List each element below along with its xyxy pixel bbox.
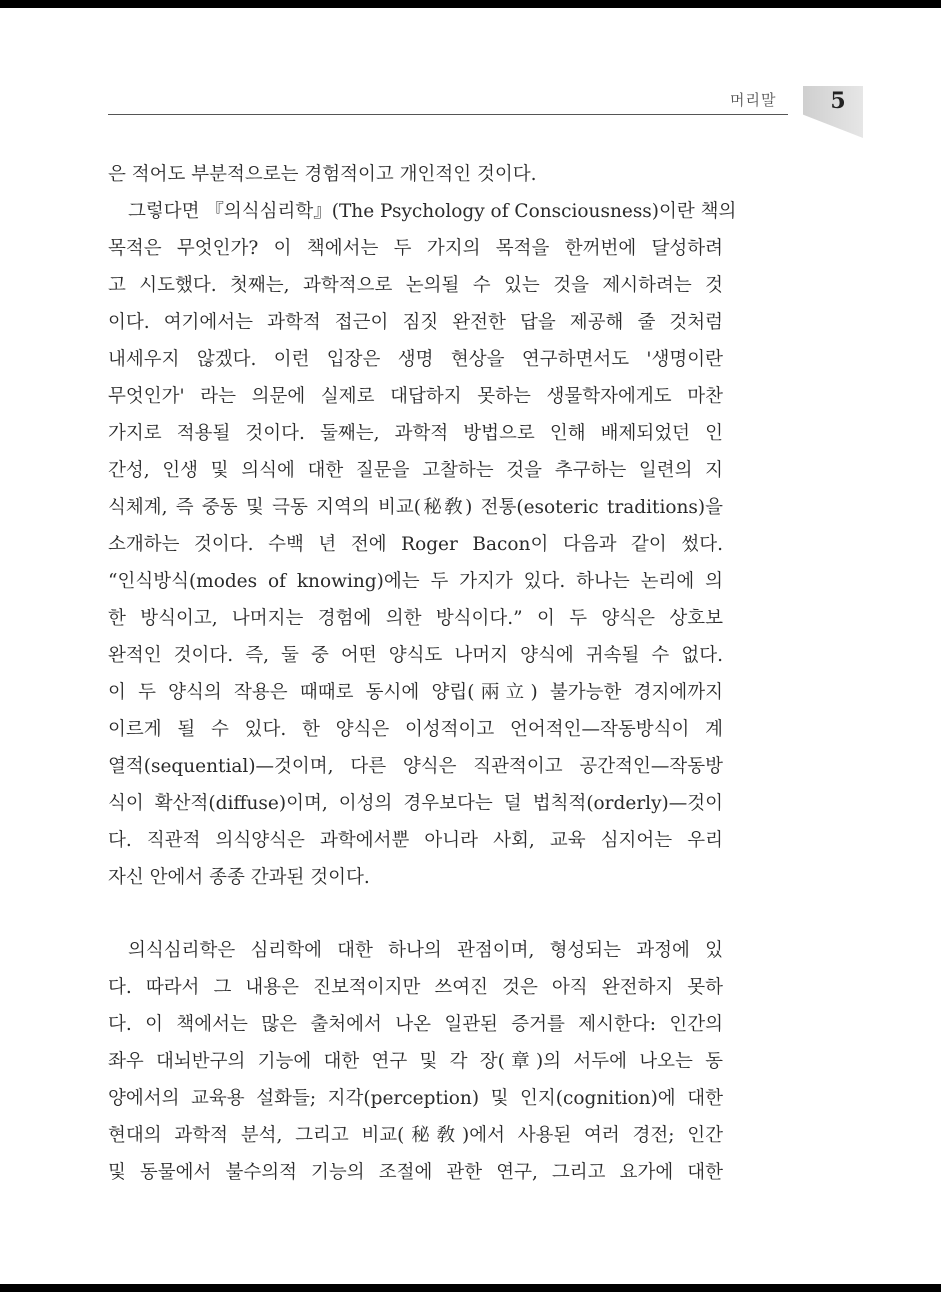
paragraph-1	[108, 156, 737, 896]
bottom-border	[0, 1284, 941, 1292]
text-line: 식이 확산적(diffuse)이며, 이성의 경우보다는 덜 법칙적(orderly)—것이	[108, 793, 723, 814]
text-line: 완적인 것이다. 즉, 둘 중 어떤 양식도 나머지 양식에 귀속될 수 없다.	[108, 645, 723, 666]
text-line: 은 적어도 부분적으로는 경험적이고 개인적인 것이다.	[108, 164, 537, 185]
text-line: 소개하는 것이다. 수백 년 전에 Roger Bacon이 다음과 같이 썼다.	[108, 534, 723, 555]
text-line: 좌우 대뇌반구의 기능에 대한 연구 및 각 장(章)의 서두에 나오는 동	[108, 1051, 723, 1072]
text-line: 무엇인가' 라는 의문에 실제로 대답하지 못하는 생물학자에게도 마찬	[108, 386, 723, 407]
text-line: 열적(sequential)—것이며, 다른 양식은 직관적이고 공간적인—작동방	[108, 756, 723, 777]
text-line: 그렇다면 『의식심리학』(The Psychology of Consciousness)이란 책의	[128, 201, 737, 222]
paragraph-2	[108, 932, 723, 1191]
top-border	[0, 0, 941, 8]
text-line: 자신 안에서 종종 간과된 것이다.	[108, 867, 370, 888]
running-head-title: 머리말	[730, 91, 777, 109]
text-line: 양에서의 교육용 설화들; 지각(perception) 및 인지(cognition)에 대한	[108, 1088, 723, 1109]
text-line: “인식방식(modes of knowing)에는 두 가지가 있다. 하나는 논리에 의	[108, 571, 723, 592]
text-line: 이르게 될 수 있다. 한 양식은 이성적이고 언어적인—작동방식이 계	[108, 719, 723, 740]
text-line: 의식심리학은 심리학에 대한 하나의 관점이며, 형성되는 과정에 있	[128, 940, 723, 961]
page-number: 5	[830, 88, 846, 114]
text-line: 식체계, 즉 중동 및 극동 지역의 비교(秘敎) 전통(esoteric traditions)을	[108, 497, 723, 518]
text-line: 한 방식이고, 나머지는 경험에 의한 방식이다.” 이 두 양식은 상호보	[108, 608, 723, 629]
text-line: 현대의 과학적 분석, 그리고 비교(秘敎)에서 사용된 여러 경전; 인간	[108, 1125, 723, 1146]
text-line: 이 두 양식의 작용은 때때로 동시에 양립(兩立) 불가능한 경지에까지	[108, 682, 723, 703]
text-line: 간성, 인생 및 의식에 대한 질문을 고찰하는 것을 추구하는 일련의 지	[108, 460, 723, 481]
text-line: 및 동물에서 불수의적 기능의 조절에 관한 연구, 그리고 요가에 대한	[108, 1162, 723, 1183]
text-line: 다. 따라서 그 내용은 진보적이지만 쓰여진 것은 아직 완전하지 못하	[108, 977, 723, 998]
text-line: 고 시도했다. 첫째는, 과학적으로 논의될 수 있는 것을 제시하려는 것	[108, 275, 723, 296]
text-line: 다. 이 책에서는 많은 출처에서 나온 일관된 증거를 제시한다: 인간의	[108, 1014, 723, 1035]
text-line: 내세우지 않겠다. 이런 입장은 생명 현상을 연구하면서도 '생명이란	[108, 349, 723, 370]
header-rule	[108, 114, 788, 115]
text-line: 가지로 적용될 것이다. 둘째는, 과학적 방법으로 인해 배제되었던 인	[108, 423, 723, 444]
text-line: 목적은 무엇인가? 이 책에서는 두 가지의 목적을 한꺼번에 달성하려	[108, 238, 723, 259]
text-line: 이다. 여기에서는 과학적 접근이 짐짓 완전한 답을 제공해 줄 것처럼	[108, 312, 723, 333]
text-line: 다. 직관적 의식양식은 과학에서뿐 아니라 사회, 교육 심지어는 우리	[108, 830, 723, 851]
